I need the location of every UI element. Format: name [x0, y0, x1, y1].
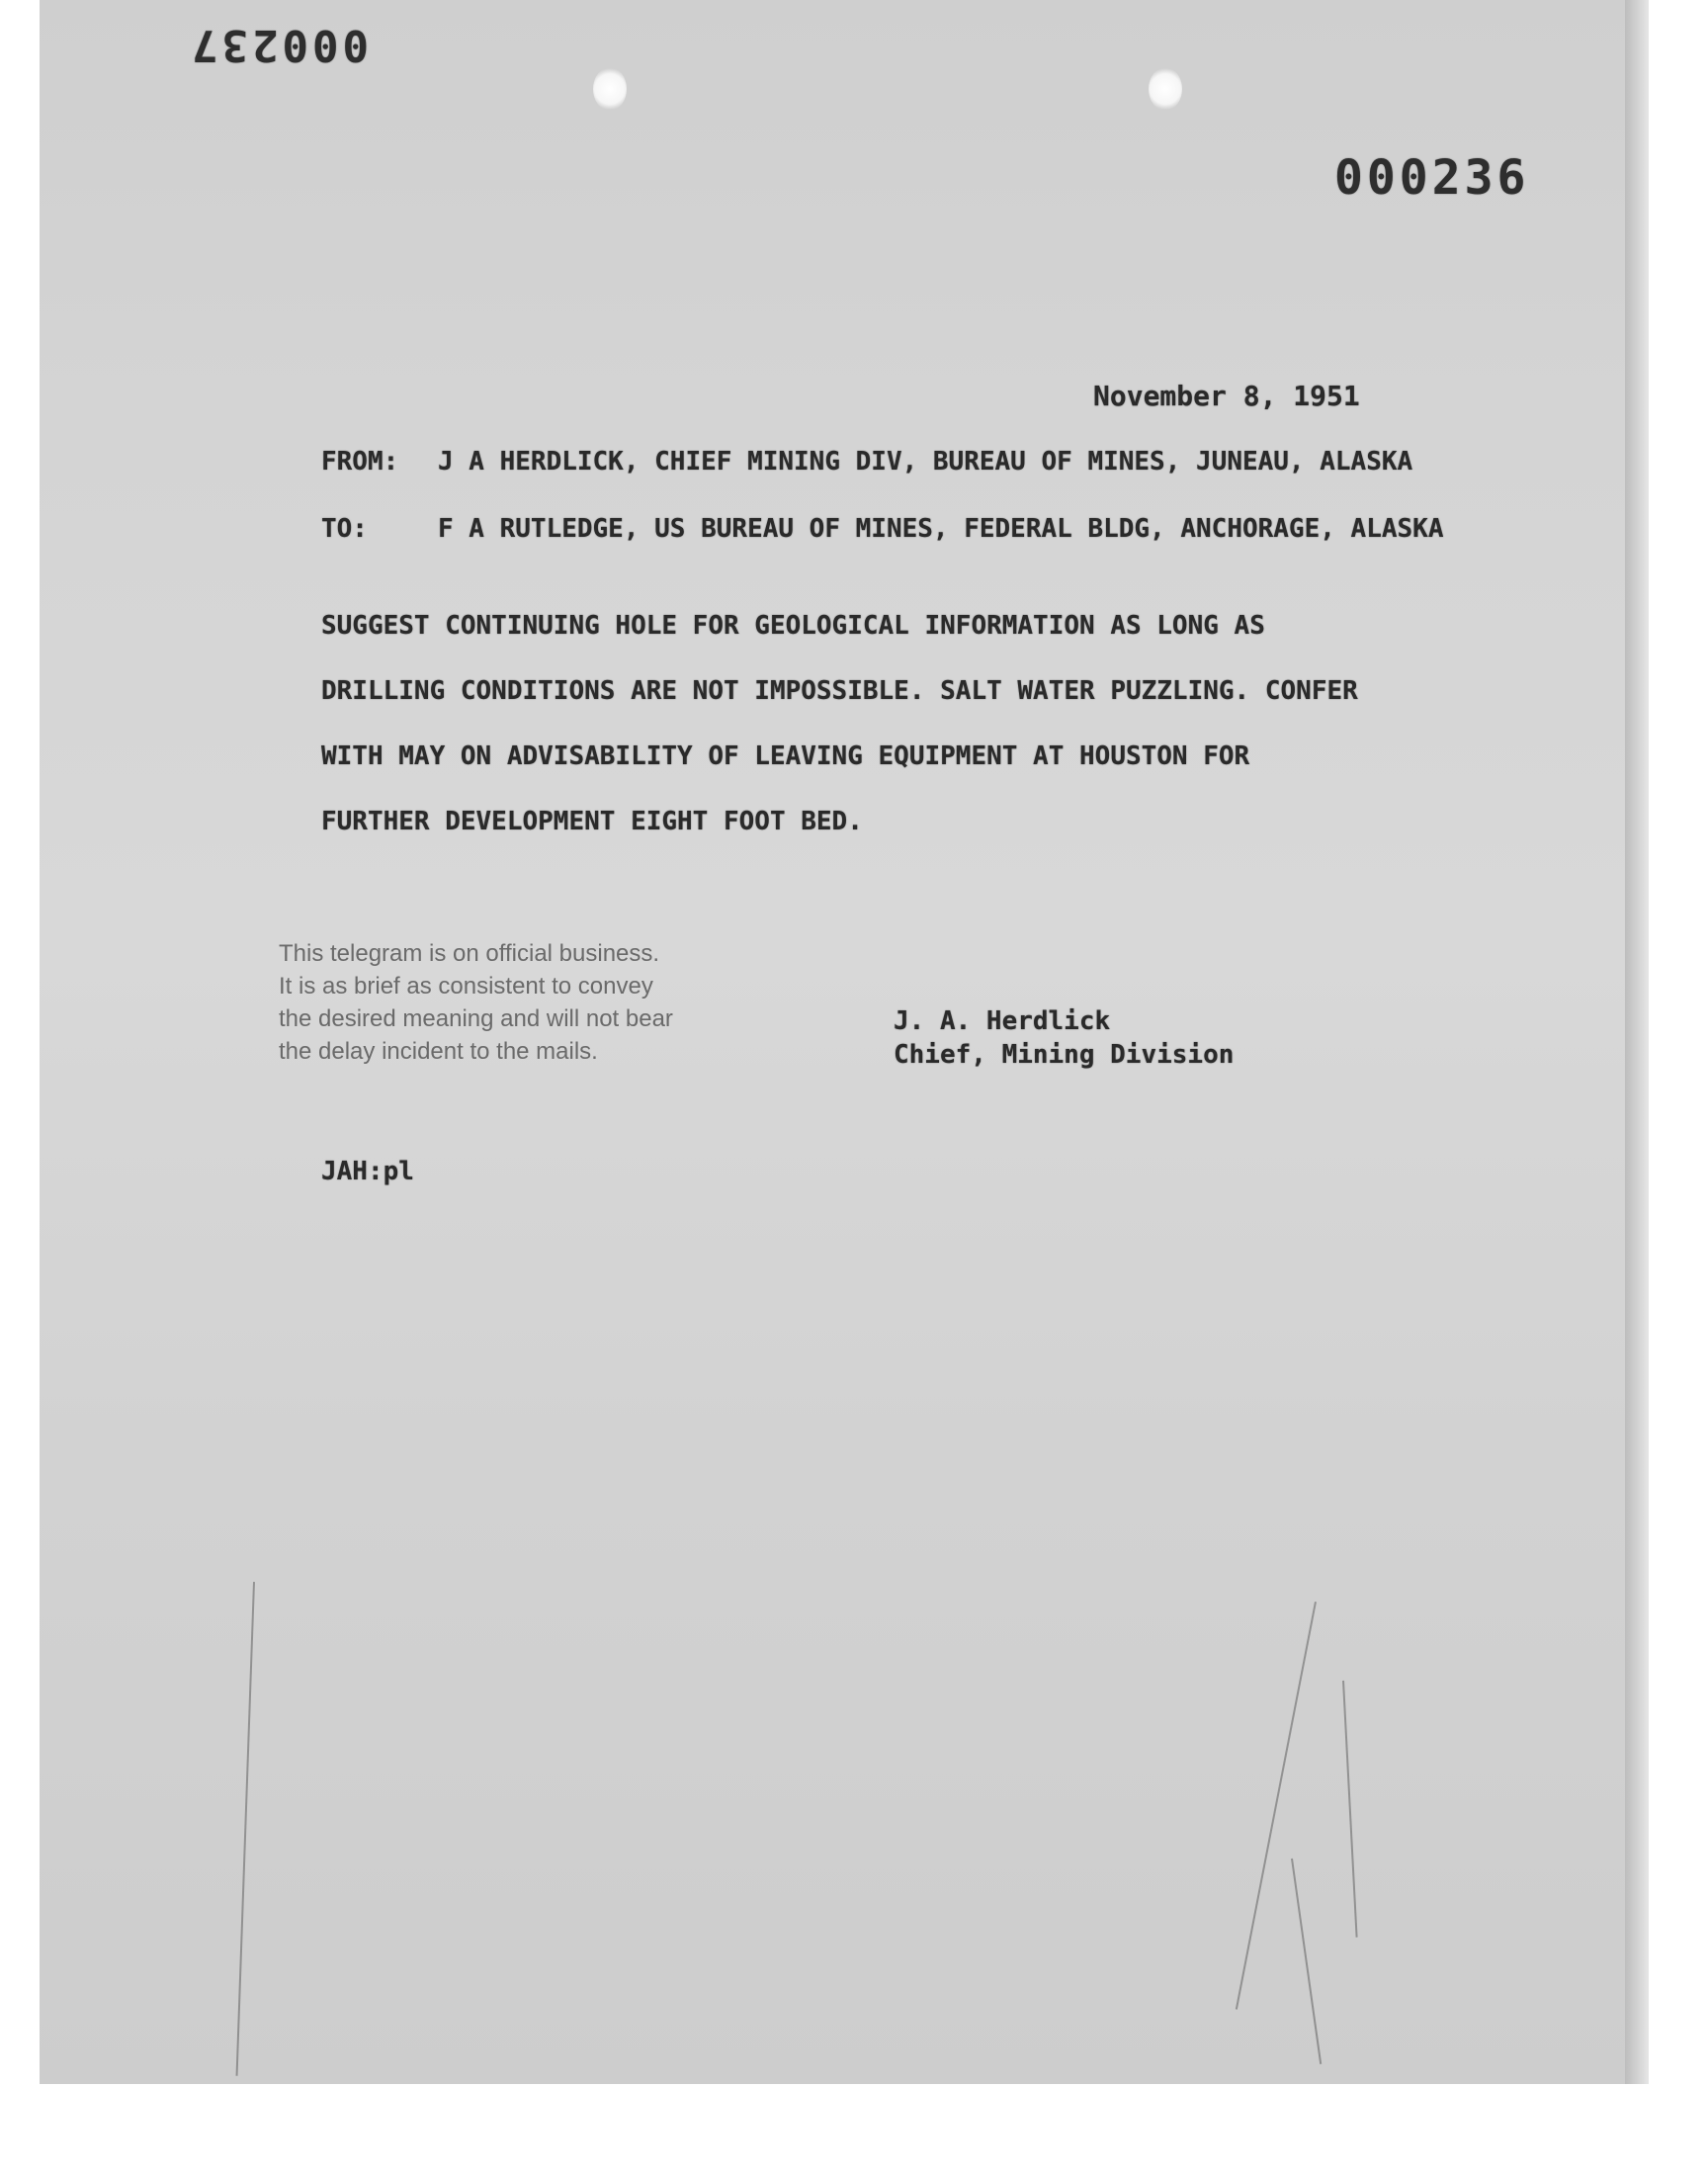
signature-title: Chief, Mining Division — [894, 1040, 1235, 1070]
page-edge-shadow — [1625, 0, 1649, 2084]
paper-crease-right-lower — [1291, 1859, 1322, 2064]
to-value: F A RUTLEDGE, US BUREAU OF MINES, FEDERAL BLDG, ANCHORAGE, ALASKA — [438, 514, 1444, 544]
official-business-notice — [279, 937, 793, 1068]
notice-line: It is as brief as consistent to convey — [279, 973, 653, 1000]
message-line-4: FURTHER DEVELOPMENT EIGHT FOOT BED. — [321, 807, 863, 836]
signature-name: J. A. Herdlick — [894, 1006, 1111, 1036]
document-page — [40, 0, 1625, 2084]
from-value: J A HERDLICK, CHIEF MINING DIV, BUREAU OF MINES, JUNEAU, ALASKA — [438, 447, 1413, 477]
to-label: TO: — [321, 514, 368, 544]
message-line-1: SUGGEST CONTINUING HOLE FOR GEOLOGICAL INFORMATION AS LONG AS — [321, 611, 1265, 641]
from-label: FROM: — [321, 447, 399, 477]
paper-crease-left — [236, 1582, 255, 2076]
telegram-date: November 8, 1951 — [1093, 380, 1360, 412]
notice-line: This telegram is on official business. — [279, 940, 660, 967]
notice-line: the delay incident to the mails. — [279, 1038, 598, 1065]
punch-hole-right — [1149, 67, 1182, 111]
mirrored-stamp-number: 000237 — [188, 20, 369, 70]
stamp-number: 000236 — [1334, 150, 1530, 206]
from-line — [321, 447, 1412, 477]
message-line-2: DRILLING CONDITIONS ARE NOT IMPOSSIBLE. SALT WATER PUZZLING. CONFER — [321, 676, 1358, 706]
paper-crease-right-faint — [1342, 1681, 1357, 1938]
message-line-3: WITH MAY ON ADVISABILITY OF LEAVING EQUIPMENT AT HOUSTON FOR — [321, 741, 1250, 771]
to-line — [321, 514, 1443, 544]
notice-line: the desired meaning and will not bear — [279, 1005, 673, 1032]
typist-initials: JAH:pl — [321, 1157, 414, 1186]
punch-hole-left — [593, 67, 627, 111]
signature-block — [894, 1004, 1234, 1072]
